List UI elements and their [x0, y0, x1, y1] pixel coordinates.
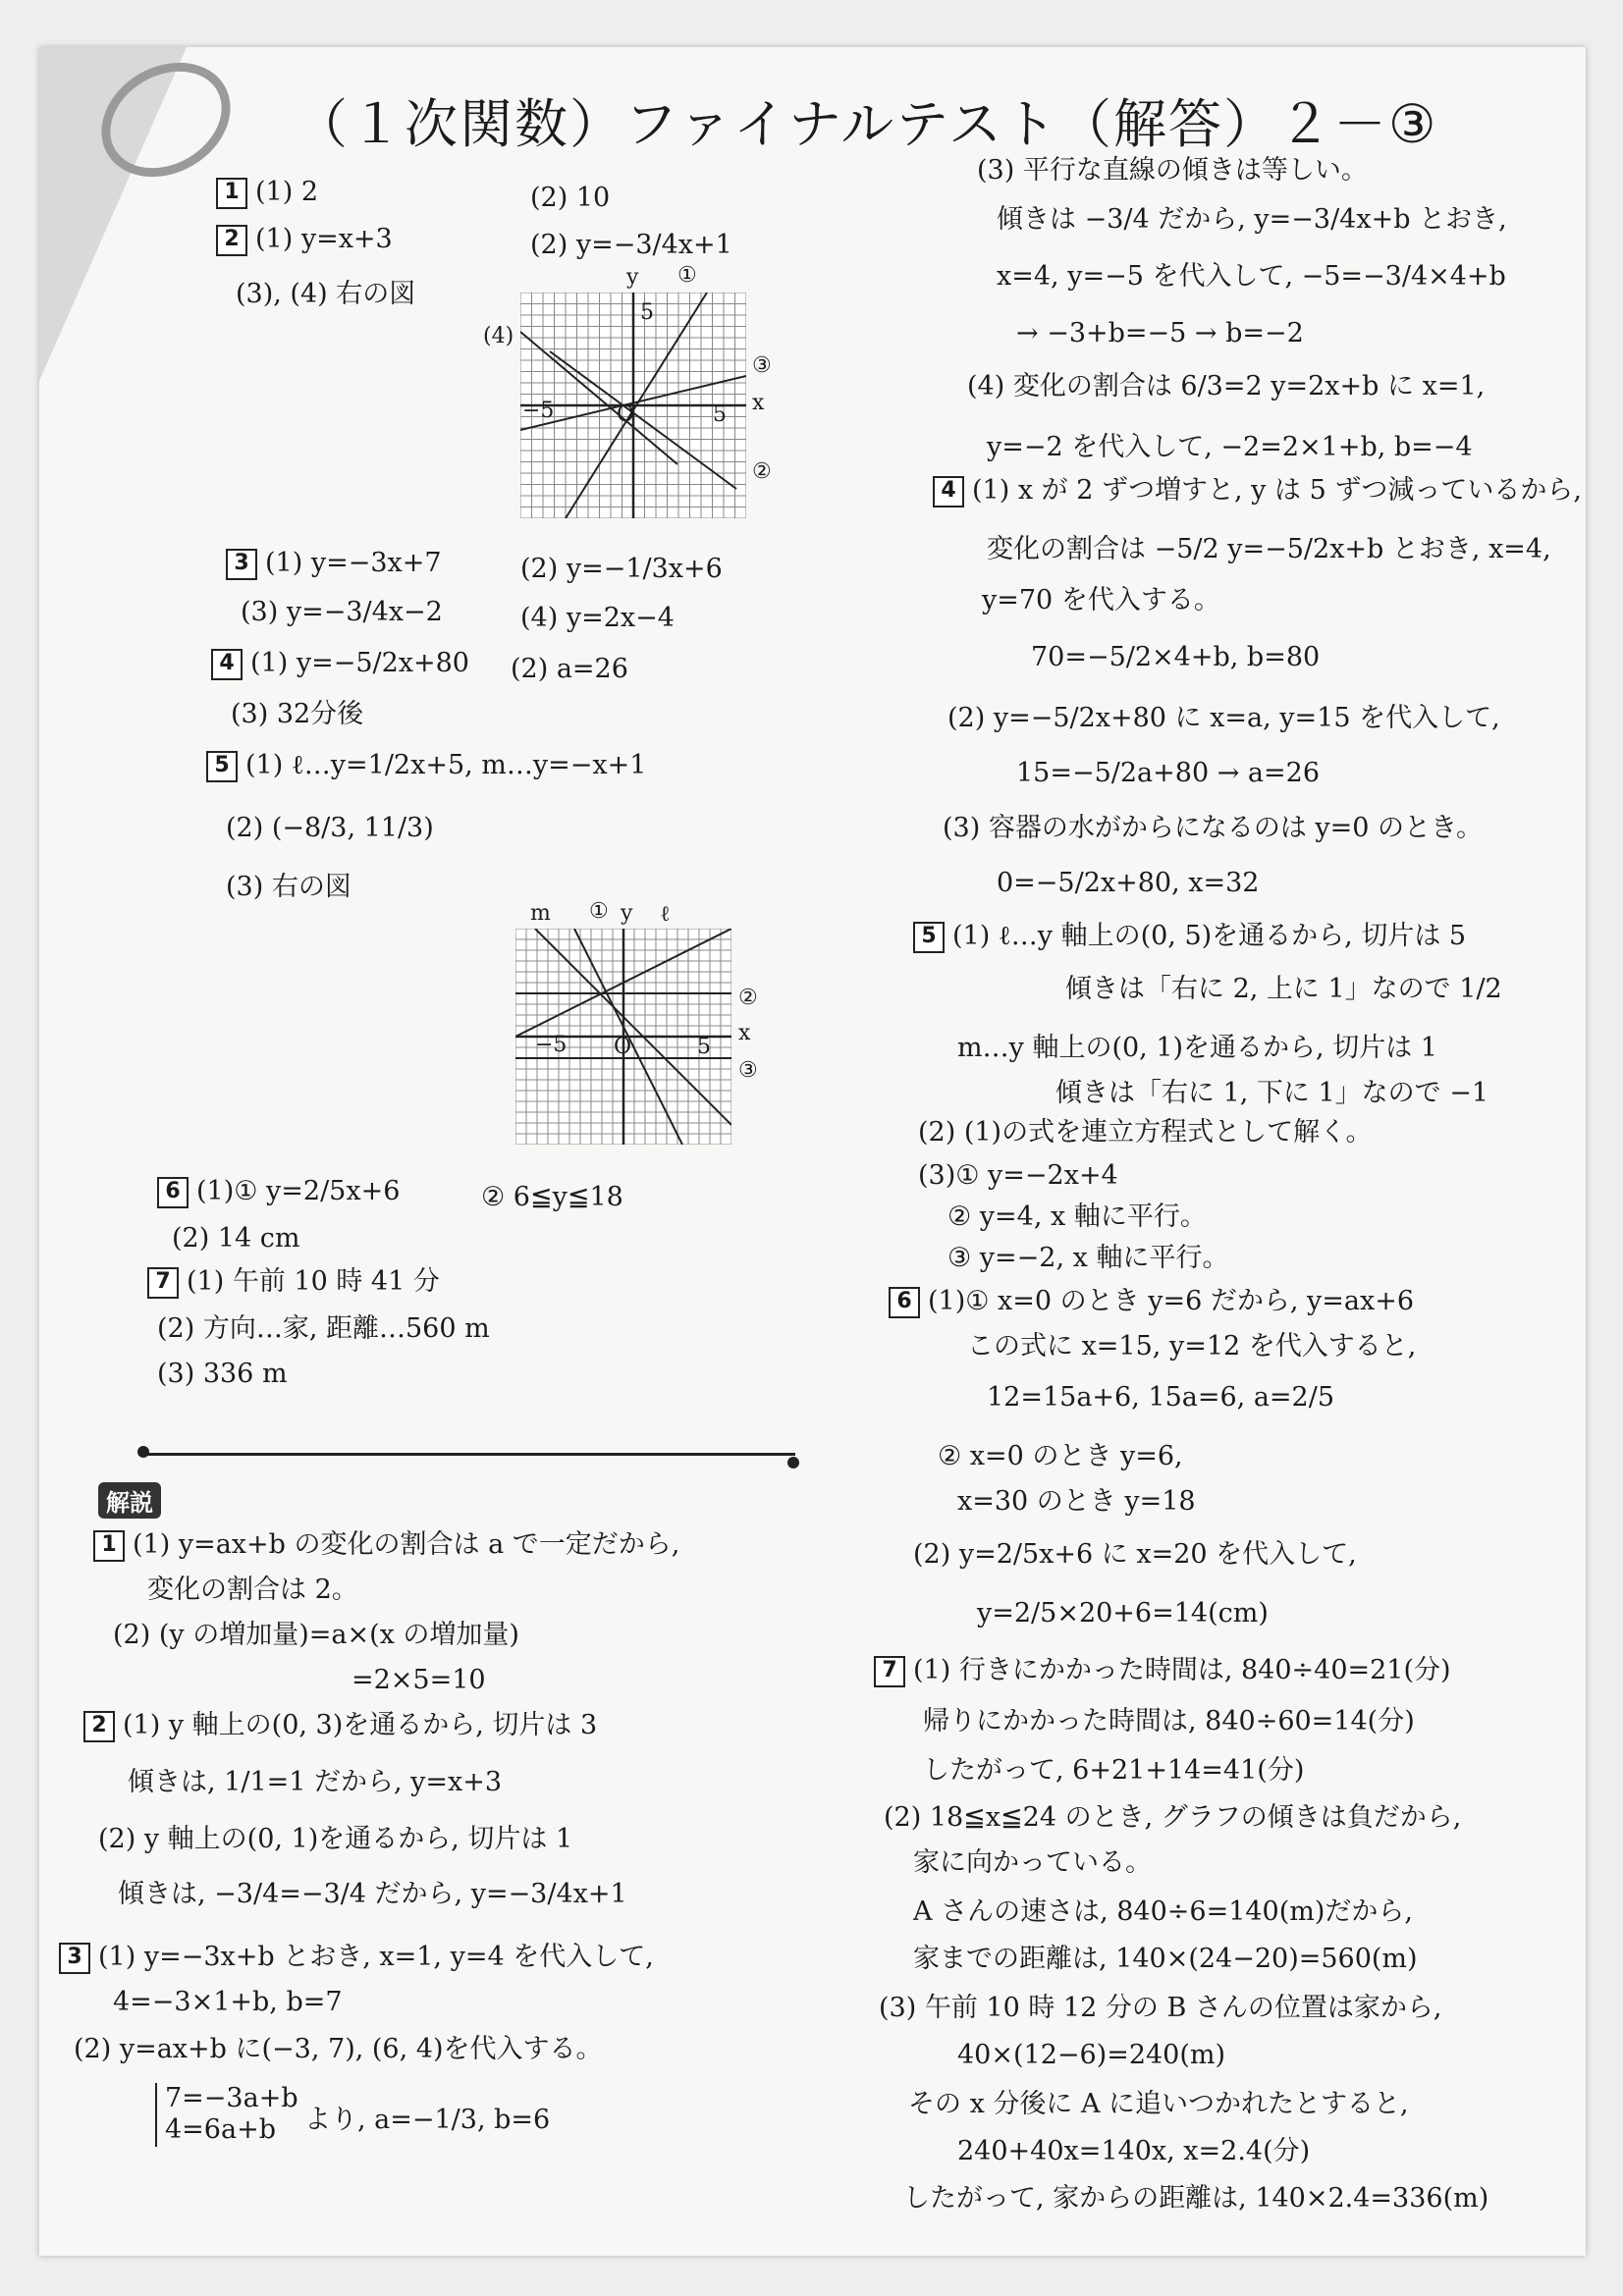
explain-r-4-2a: (2) y=−5/2x+80 に x=a, y=15 を代入して, — [947, 703, 1500, 733]
explain-r-4-1b: 変化の割合は −5/2 y=−5/2x+b とおき, x=4, — [987, 534, 1551, 564]
explain-1-2b: =2×5=10 — [352, 1665, 486, 1695]
graph-1-label-1: ① — [677, 263, 697, 288]
explain-r-4-3a: (3) 容器の水がからになるのは y=0 のとき。 — [943, 813, 1483, 843]
explain-r-3-4a: (4) 変化の割合は 6/3=2 y=2x+b に x=1, — [967, 371, 1486, 401]
kaisetsu-label — [98, 1482, 161, 1519]
answer-3-2: (2) y=−1/3x+6 — [520, 554, 723, 584]
answer-5-3: (3) 右の図 — [226, 872, 352, 902]
explain-2-1a: (1) y 軸上の(0, 3)を通るから, 切片は 3 — [123, 1710, 598, 1740]
answer-4-2: (2) a=26 — [511, 654, 628, 684]
explain-number-3: 3 — [59, 1943, 90, 1974]
explain-1-1a: (1) y=ax+b の変化の割合は a で一定だから, — [133, 1529, 680, 1560]
question-number-1: 1 — [216, 178, 247, 209]
explain-r-5-1b: 傾きは「右に 2, 上に 1」なので 1/2 — [1065, 974, 1502, 1004]
graph-1-origin: O — [617, 402, 635, 427]
explain-r-7-3d: 240+40x=140x, x=2.4(分) — [957, 2136, 1311, 2166]
graph-2-l-label: ℓ — [660, 902, 671, 927]
explain-3-2a: (2) y=ax+b に(−3, 7), (6, 4)を代入する。 — [74, 2034, 603, 2064]
explain-r-5-3b: ② y=4, x 軸に平行。 — [947, 1201, 1207, 1232]
graph-1-y-label: y — [626, 265, 639, 290]
explain-r-7-1c: したがって, 6+21+14=41(分) — [923, 1755, 1305, 1786]
explain-r-6-1e: x=30 のとき y=18 — [957, 1486, 1196, 1517]
graph-1-x-label: x — [752, 391, 765, 415]
explain-r-5-2: (2) (1)の式を連立方程式として解く。 — [918, 1117, 1373, 1148]
explain-r-7-3e: したがって, 家からの距離は, 140×2.4=336(m) — [903, 2183, 1489, 2214]
graph-2-line-m — [535, 929, 731, 1125]
graph-1-label-3: ③ — [752, 353, 772, 378]
graph-2-label-3: ③ — [738, 1058, 758, 1083]
explain-3-line-a — [59, 1942, 654, 1974]
explain-r-7-1a: (1) 行きにかかった時間は, 840÷40=21(分) — [913, 1655, 1451, 1685]
explain-r-4-3b: 0=−5/2x+80, x=32 — [997, 868, 1260, 898]
explain-number-4: 4 — [933, 476, 964, 507]
answer-2-2: (2) y=−3/4x+1 — [530, 230, 732, 260]
answer-2-1: (1) y=x+3 — [255, 224, 393, 254]
explain-r-7-2d: 家までの距離は, 140×(24−20)=560(m) — [913, 1944, 1418, 1974]
explain-r-7-3a: (3) 午前 10 時 12 分の B さんの位置は家から, — [879, 1993, 1442, 2023]
explain-2-2a: (2) y 軸上の(0, 1)を通るから, 切片は 1 — [98, 1824, 573, 1854]
explain-r-5-1d: 傾きは「右に 1, 下に 1」なので −1 — [1055, 1078, 1489, 1108]
graph-2-plus5: 5 — [697, 1035, 711, 1059]
graph-1-label-4: (4) — [483, 324, 514, 348]
answer-block-6 — [157, 1176, 400, 1208]
explain-number-2: 2 — [83, 1711, 115, 1742]
explain-r-5-line-a — [913, 921, 1466, 953]
explain-r-7-2c: A さんの速さは, 840÷6=140(m)だから, — [913, 1896, 1413, 1927]
graph-1-plus5: 5 — [713, 402, 727, 427]
answer-4-1: (1) y=−5/2x+80 — [250, 648, 469, 678]
explain-r-7-1b: 帰りにかかった時間は, 840÷60=14(分) — [923, 1706, 1415, 1736]
graph-1-label-2: ② — [752, 459, 772, 484]
answer-3-3: (3) y=−3/4x−2 — [241, 597, 443, 627]
explain-r-5-3a: (3)① y=−2x+4 — [918, 1160, 1118, 1191]
answer-2-34: (3), (4) 右の図 — [236, 279, 416, 309]
explain-2-1b: 傾きは, 1/1=1 だから, y=x+3 — [128, 1767, 503, 1797]
question-number-5: 5 — [206, 751, 238, 782]
section-divider — [147, 1453, 795, 1456]
answer-1-2: (2) 10 — [530, 183, 611, 213]
explain-2-line-a — [83, 1710, 597, 1742]
page-title: （１次関数）ファイナルテスト（解答）２－③ — [295, 93, 1438, 155]
explain-number-1: 1 — [93, 1530, 125, 1562]
explain-r-7-3b: 40×(12−6)=240(m) — [957, 2040, 1226, 2070]
explain-r-3-3d: → −3+b=−5 → b=−2 — [1016, 318, 1304, 348]
answer-7-1: (1) 午前 10 時 41 分 — [187, 1266, 440, 1297]
answer-7-2: (2) 方向…家, 距離…560 m — [157, 1313, 490, 1344]
explain-3-2d: より, a=−1/3, b=6 — [304, 2105, 551, 2135]
explain-r-3-3b: 傾きは −3/4 だから, y=−3/4x+b とおき, — [997, 204, 1507, 235]
answer-5-1: (1) ℓ…y=1/2x+5, m…y=−x+1 — [245, 750, 647, 780]
graph-2-minus5: −5 — [535, 1033, 568, 1057]
question-number-7: 7 — [147, 1267, 179, 1299]
answer-block-2 — [216, 224, 393, 256]
explain-1-2a: (2) (y の増加量)=a×(x の増加量) — [113, 1620, 519, 1650]
explain-r-5-3c: ③ y=−2, x 軸に平行。 — [947, 1243, 1229, 1273]
graph-2-origin: O — [614, 1035, 632, 1059]
worksheet-page — [39, 47, 1586, 2256]
answer-block-4 — [211, 648, 469, 680]
question-number-3: 3 — [226, 549, 257, 580]
explain-r-6-1d: ② x=0 のとき y=6, — [938, 1441, 1183, 1471]
graph-2-x-label: x — [738, 1021, 751, 1045]
explain-r-5-1a: (1) ℓ…y 軸上の(0, 5)を通るから, 切片は 5 — [952, 921, 1467, 951]
graph-2-label-2: ② — [738, 986, 758, 1010]
answer-1-1: (1) 2 — [255, 177, 319, 207]
answer-3-1: (1) y=−3x+7 — [265, 548, 442, 578]
answer-6-1b: ② 6≦y≦18 — [481, 1182, 623, 1212]
explain-number-5: 5 — [913, 922, 945, 953]
explain-3-eq1: 7=−3a+b — [165, 2083, 298, 2113]
explain-2-2b: 傾きは, −3/4=−3/4 だから, y=−3/4x+1 — [118, 1879, 627, 1909]
answer-4-3: (3) 32分後 — [231, 699, 364, 729]
explain-r-6-1a: (1)① x=0 のとき y=6 だから, y=ax+6 — [928, 1286, 1415, 1316]
answer-block-7 — [147, 1266, 440, 1299]
explain-r-4-1c: y=70 を代入する。 — [982, 585, 1220, 615]
graph-1-y5: 5 — [640, 300, 654, 325]
answer-block-1 — [216, 177, 318, 209]
graph-2-y-label: y — [621, 901, 633, 926]
question-number-6: 6 — [157, 1177, 189, 1208]
divider-dot-right — [787, 1457, 799, 1468]
kaisetsu-badge: 解説 — [98, 1482, 161, 1519]
explain-r-4-1d: 70=−5/2×4+b, b=80 — [1031, 642, 1321, 672]
explain-r-6-2a: (2) y=2/5x+6 に x=20 を代入して, — [913, 1539, 1357, 1570]
graph-1-minus5: −5 — [522, 399, 555, 423]
question-number-4: 4 — [211, 649, 243, 680]
explain-r-6-2b: y=2/5×20+6=14(cm) — [977, 1598, 1269, 1629]
answer-7-3: (3) 336 m — [157, 1359, 288, 1389]
explain-r-3-4b: y=−2 を代入して, −2=2×1+b, b=−4 — [987, 432, 1473, 462]
explain-r-6-line-a — [889, 1286, 1414, 1318]
explain-1-line-a — [93, 1529, 679, 1562]
explain-r-3-3c: x=4, y=−5 を代入して, −5=−3/4×4+b — [997, 261, 1506, 292]
explain-r-4-2b: 15=−5/2a+80 → a=26 — [1016, 758, 1320, 788]
explain-r-5-1c: m…y 軸上の(0, 1)を通るから, 切片は 1 — [957, 1033, 1437, 1063]
explain-r-7-line-a — [874, 1655, 1451, 1687]
question-number-2: 2 — [216, 225, 247, 256]
graph-2-label-1: ① — [589, 899, 609, 924]
explain-r-7-2b: 家に向かっている。 — [913, 1847, 1152, 1878]
explain-r-4-line-a — [933, 475, 1582, 507]
explain-r-7-2a: (2) 18≦x≦24 のとき, グラフの傾きは負だから, — [884, 1802, 1462, 1833]
answer-3-4: (4) y=2x−4 — [520, 603, 675, 633]
explain-r-6-1c: 12=15a+6, 15a=6, a=2/5 — [987, 1382, 1334, 1413]
explain-3-1b: 4=−3×1+b, b=7 — [113, 1987, 343, 2017]
explain-3-1a: (1) y=−3x+b とおき, x=1, y=4 を代入して, — [98, 1942, 654, 1972]
answer-block-5 — [206, 750, 646, 782]
explain-r-6-1b: この式に x=15, y=12 を代入すると, — [967, 1331, 1417, 1362]
explain-r-3-3a: (3) 平行な直線の傾きは等しい。 — [977, 155, 1368, 186]
explain-number-7: 7 — [874, 1656, 905, 1687]
divider-dot-left — [137, 1446, 149, 1458]
explain-r-4-1a: (1) x が 2 ずつ増すと, y は 5 ずつ減っているから, — [972, 475, 1582, 506]
answer-block-3 — [226, 548, 442, 580]
explain-r-7-3c: その x 分後に A に追いつかれたとすると, — [908, 2089, 1409, 2119]
answer-5-2: (2) (−8/3, 11/3) — [226, 813, 434, 843]
graph-2-m-label: m — [530, 901, 551, 926]
explain-number-6: 6 — [889, 1287, 920, 1318]
explain-3-system — [155, 2083, 298, 2147]
answer-6-2: (2) 14 cm — [172, 1223, 300, 1254]
explain-3-eq2: 4=6a+b — [165, 2114, 276, 2146]
answer-6-1: (1)① y=2/5x+6 — [196, 1176, 401, 1206]
explain-1-1b: 変化の割合は 2。 — [147, 1575, 358, 1605]
